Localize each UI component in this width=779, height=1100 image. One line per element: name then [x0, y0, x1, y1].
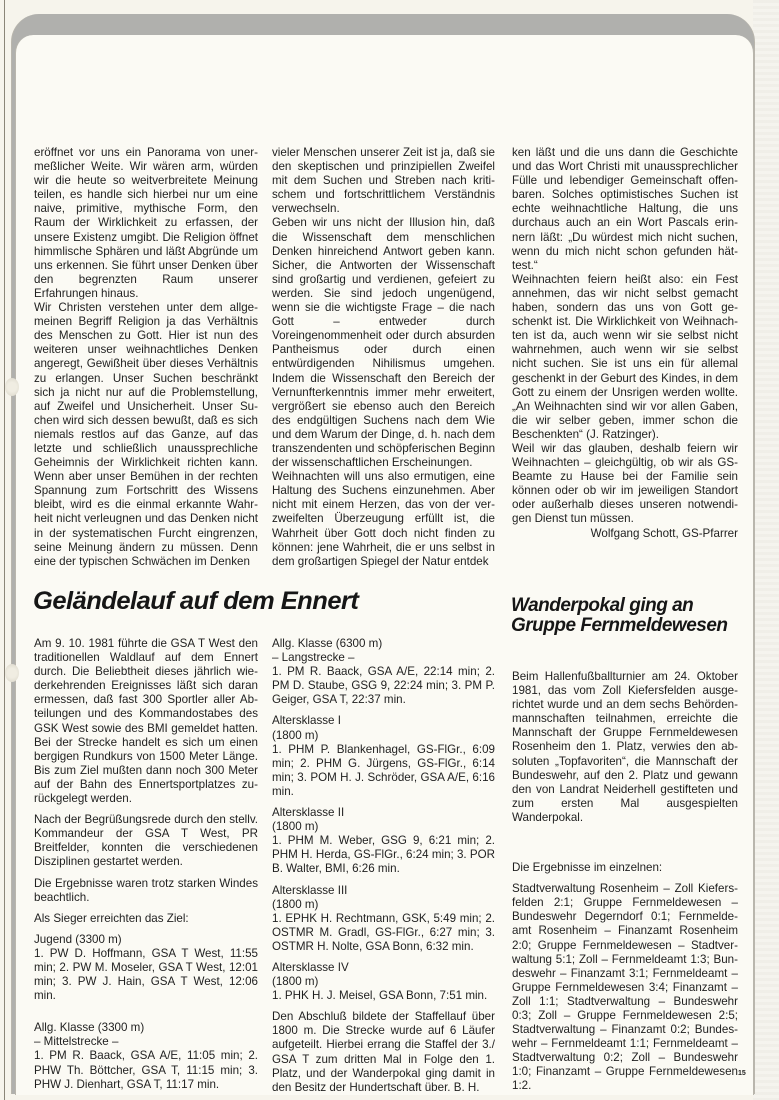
- paragraph: Weihnachten feiern heißt also: ein Fest annehmen, das wir nicht selbst gemacht haben, sondern das uns von Gott geschenkt ist. Die Wirklichkeit von Weihnachten ist da, auch wenn wir sie selbst nicht wahrnehmen, auch wenn wir sie selbst nicht suchen. Sie ist uns ein für allemal geschenkt in der Geburt des Kindes, in dem Gott zu einem der Unsrigen werden wollte. „An Weihnachten sind wir vor allen Gaben, die wir selber geben, immer schon die Beschenkten“ (J. Ratzinger).: [512, 272, 738, 441]
- christmas-article-column-3: [512, 146, 738, 541]
- result-class: Allg. Klasse (6300 m): [272, 637, 383, 650]
- wanderpokal-headline: Wanderpokal ging an Gruppe Fernmeldewesen: [511, 595, 728, 636]
- result-block: [272, 961, 495, 1003]
- result-text: 1. PHK H. J. Meisel, GSA Bonn, 7:51 min.: [272, 989, 488, 1003]
- gelaendelauf-column-1: [34, 637, 258, 1092]
- result-subclass: – Mittelstrecke –: [34, 1035, 119, 1049]
- result-subclass: (1800 m): [272, 820, 319, 834]
- results-list: Stadtverwaltung Rosenheim – Zoll Kiefersfelden 2:1; Gruppe Fernmeldewesen – Bundeswehr Degerndorf 0:1; Fernmeldeamt Rosenheim – Finanzamt Rosenheim 2:0; Gruppe Fernmeldewesen – Stadtverwaltung 5:1; Zoll – Fernmeldeamt 1:3; Bundeswehr – Finanzamt 3:1; Fernmeldeamt – Gruppe Fernmeldewesen 3:4; Finanzamt – Zoll 1:1; Stadtverwaltung – Bundeswehr 0:3; Zoll – Gruppe Fernmeldewesen 2:5; Stadtverwaltung – Finanzamt 0:2; Bundeswehr – Fernmeldeamt 1:1; Fernmeldeamt – Stadtverwaltung 0:2; Zoll – Bundeswehr 1:0; Finanzamt – Gruppe Fernmeldewesen 1:2.: [512, 882, 738, 1093]
- result-text: 1. EPHK H. Rechtmann, GSK, 5:49 min; 2. OSTMR M. Gradl, GS-FlGr., 6:27 min; 3. OSTMR H. Nolte, GSA Bonn, 6:32 min.: [272, 911, 495, 953]
- closing-paragraph: Den Abschluß bildete der Staffellauf über 1800 m. Die Strecke wurde auf 6 Läufer aufgeteilt. Hierbei errang die Staffel der 3./ GSA T zum dritten Mal in Folge den 1. Platz, und der Wanderpokal ging damit in den Besitz der Hundertschaft über. B. H.: [272, 1010, 495, 1094]
- result-class: Altersklasse I: [272, 714, 341, 728]
- result-text: 1. PM R. Baack, GSA A/E, 11:05 min; 2. PHW Th. Böttcher, GSA T, 11:15 min; 3. PHW J. Dienhart, GSA T, 11:17 min.: [34, 1049, 258, 1091]
- result-block: [34, 1021, 258, 1091]
- result-subclass: (1800 m): [272, 728, 319, 742]
- results-heading: Die Ergebnisse im einzelnen:: [512, 861, 663, 875]
- paragraph: vieler Menschen unserer Zeit ist ja, daß sie den skeptischen und prinzipiellen Zweifel mit dem Suchen und Streben nach kritischem und fortschrittlichem Verständnis verwechseln.: [272, 146, 495, 216]
- result-subclass: (1800 m): [272, 975, 319, 989]
- result-block: [272, 884, 495, 954]
- result-class: Altersklasse IV: [272, 960, 349, 974]
- result-class: Jugend (3300 m): [34, 932, 122, 946]
- punch-hole: [5, 378, 19, 396]
- paragraph: Die Ergebnisse waren trotz starken Windes beachtlich.: [34, 876, 258, 904]
- paragraph: eröffnet vor uns ein Panorama von unermeßlicher Weite. Wir wären arm, würden wir die heute so weitverbreitete Meinung teilen, es handle sich hierbei nur um eine naive, primitive, mythische Form, den Raum der Wirklichkeit zu erfassen, der unsere Existenz umgibt. Die Religion öffnet himmlische Sphären und läßt Abgründe um uns erkennen. Sie führt unser Denken über den begrenzten Raum unserer Erfahrungen hinaus.: [34, 146, 258, 300]
- paragraph: ken läßt und die uns dann die Geschichte und das Wort Christi mit unaussprechlicher Fülle und lebendiger Gemeinschaft offenbaren. Solches optimistisches Suchen ist echte weihnachtliche Haltung, die uns durchaus auch an ein Wort Pascals erinnern läßt: „Du würdest mich nicht suchen, wenn du mich nicht schon gefunden hättest.“: [512, 146, 738, 272]
- gelaendelauf-headline: Geländelauf auf dem Ennert: [33, 587, 359, 615]
- paragraph: Nach der Begrüßungsrede durch den stellv. Kommandeur der GSA T West, PR Breitfelder, konnten die verschiedenen Disziplinen gestartet werden.: [34, 813, 258, 869]
- wanderpokal-column: [512, 670, 738, 1094]
- paragraph: Als Sieger erreichten das Ziel:: [34, 911, 189, 925]
- christmas-article-column-2: [272, 146, 495, 569]
- gelaendelauf-column-2: [272, 637, 495, 1095]
- result-block: [272, 806, 495, 876]
- christmas-article-column-1: [34, 146, 258, 569]
- paragraph: Weil wir das glauben, deshalb feiern wir Weihnachten – gleichgültig, ob wir als GS-Beamte zu Hause bei der Familie sein können oder ob wir im jeweiligen Standort oder außerhalb dieses unseren notwendigen Dienst tun müssen.: [512, 441, 738, 526]
- result-block: [272, 714, 495, 799]
- result-text: 1. PHM P. Blankenhagel, GS-FlGr., 6:09 min; 2. PHM G. Jürgens, GS-FlGr., 6:14 min; 3. POM H. J. Schröder, GSA A/E, 6:16 min.: [272, 742, 495, 798]
- punch-hole: [5, 664, 19, 682]
- paragraph: Weihnachten will uns also ermutigen, eine Haltung des Suchens einzunehmen. Aber nicht mit einem Herzen, das von der verzweifelten Überzeugung erfüllt ist, die Wahrheit über Gott doch nicht finden zu können: jene Wahrheit, die er uns selbst in dem großartigen Spiegel der Natur entdek: [272, 470, 495, 568]
- author-signature: Wolfgang Schott, GS-Pfarrer: [590, 526, 738, 540]
- result-text: 1. PM R. Baack, GSA A/E, 22:14 min; 2. PM D. Staube, GSG 9, 22:24 min; 3. PM P. Geiger, GSA T, 22:37 min.: [272, 665, 495, 707]
- result-subclass: – Langstrecke –: [272, 651, 355, 665]
- page-binding-edge: [4, 0, 5, 1100]
- result-text: 1. PW D. Hoffmann, GSA T West, 11:55 min; 2. PW M. Moseler, GSA T West, 12:01 min; 3. PW J. Hain, GSA T West, 12:06 min.: [34, 946, 258, 1003]
- result-class: Allg. Klasse (3300 m): [34, 1021, 145, 1035]
- paragraph: Geben wir uns nicht der Illusion hin, daß die Wissenschaft dem menschlichen Denken hinreichend Antwort geben kann. Sicher, die Antworten der Wissenschaft sind großartig und verdienen, gefeiert zu werden. Sie sind jedoch ungenügend, wenn sie die wichtigste Frage – die nach Gott – entweder durch Voreingenommenheit oder durch absurden Pantheismus oder durch einen entwürdigenden Nihilismus umgehen. Indem die Wissenschaft den Bereich der Vernunfterkenntnis immer mehr erweitert, vergrößert sie ebenso auch den Bereich des endgültigen Suchens nach dem Wie und dem Warum der Dinge, d. h. nach dem transzendenten und schöpferischen Beginn der wissenschaftlichen Erscheinungen.: [272, 216, 496, 470]
- next-page-edge: [753, 0, 779, 1100]
- paragraph: Beim Hallenfußballturnier am 24. Oktober 1981, das vom Zoll Kiefersfelden ausgerichtet wurde und an dem sechs Behördenmannschaften teilnahmen, erreichte die Mannschaft der Gruppe Fernmeldewesen Rosenheim den 1. Platz, verwies den absoluten „Topfavoriten“, die Mannschaft der Bundeswehr, auf den 2. Platz und gewann den von Landrat Neiderhell gestifteten und zum ersten Mal ausgespielten Wanderpokal.: [512, 670, 738, 824]
- result-class: Altersklasse II: [272, 806, 345, 820]
- result-block: [272, 637, 495, 707]
- page-number: 15: [738, 1070, 746, 1077]
- result-class: Altersklasse III: [272, 883, 348, 897]
- result-block: [34, 933, 258, 1003]
- paragraph: Am 9. 10. 1981 führte die GSA T West den traditionellen Waldlauf auf dem Ennert durch. Die Beliebtheit dieses jährlich wiederkehrenden Ereignisses läßt sich daran ermessen, daß fast 300 Sportler aller Abteilungen und des Kommandostabes des GSK West sowie des BMI gemeldet hatten. Bei der Strecke handelt es sich um einen bergigen Rundkurs von 1500 Meter Länge. Bis zum Ziel mußten dann noch 300 Meter auf der Bahn des Ennertsportplatzes zurückgelegt werden.: [34, 637, 258, 806]
- paragraph: Wir Christen verstehen unter dem allgemeinen Begriff Religion ja das Verhältnis des Menschen zu Gott. Hier ist nun des weiteren unser weihnachtliches Denken angeregt, Gewißheit über dieses Verhältnis zu erlangen. Unser Suchen beschränkt sich ja nicht nur auf die Problemstellung, auf Zweifel und Unsicherheit. Unser Suchen wird sich dessen bewußt, daß es sich niemals restlos auf das Ganze, auf das letzte und schließlich unaussprechliche Geheimnis der Wirklichkeit richten kann. Wenn aber unser Bemühen in der rechten Spannung zum Fortschritt des Wissens bleibt, wird es die einmal erkannte Wahrheit nicht verleugnen und das Denken nicht in der systematischen Furcht eingrenzen, seine Meinung ändern zu müssen. Denn eine der typischen Schwächen im Denken: [34, 301, 258, 568]
- result-subclass: (1800 m): [272, 897, 319, 911]
- result-text: 1. PHM M. Weber, GSG 9, 6:21 min; 2. PHM H. Herda, GS-FlGr., 6:24 min; 3. POR B. Walter, BMI, 6:26 min.: [272, 834, 495, 876]
